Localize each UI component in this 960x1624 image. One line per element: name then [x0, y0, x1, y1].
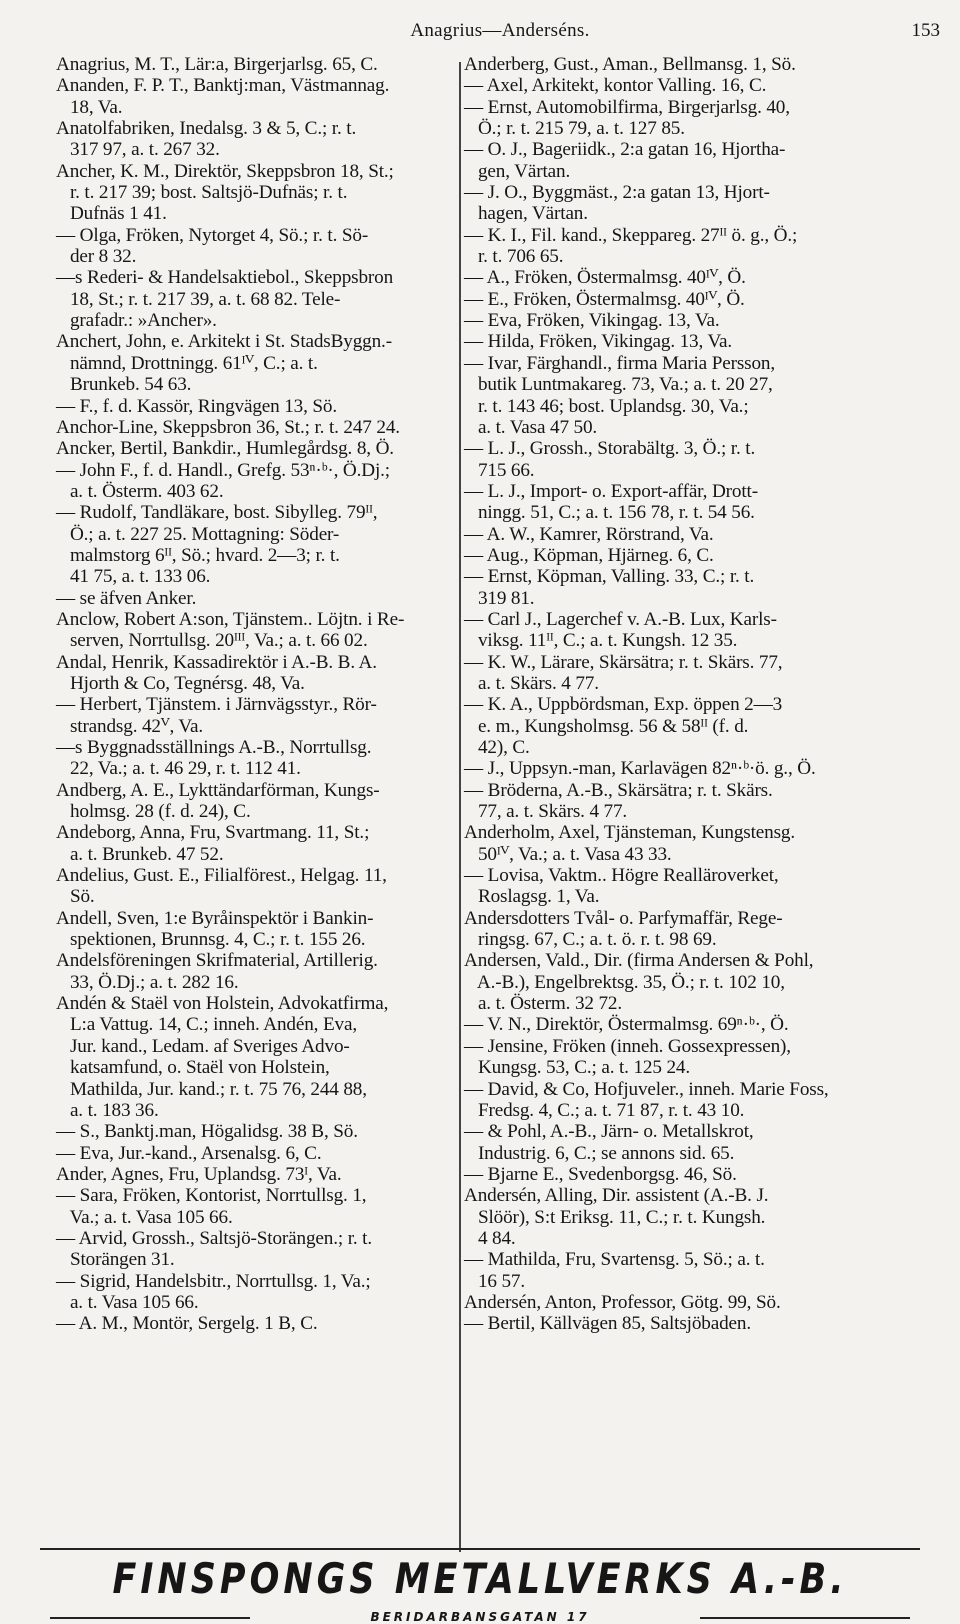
advertisement-banner: [40, 1548, 920, 1624]
right-entry-line: — L. J., Grossh., Storabältg. 3, Ö.; r. t.: [464, 438, 756, 460]
ad-address: BERIDARBANSGATAN 17: [370, 1610, 590, 1624]
left-entry-line: Dufnäs 1 41.: [56, 203, 167, 225]
left-entry-line: 18, St.; r. t. 217 39, a. t. 68 82. Tele-: [56, 288, 341, 310]
right-entry-line: — E., Fröken, Östermalmsg. 40ᴵⱽ, Ö.: [464, 288, 745, 310]
page-header: [60, 20, 940, 50]
ad-top-rule: [40, 1548, 920, 1550]
right-entry-line: — K. A., Uppbördsman, Exp. öppen 2—3: [464, 694, 783, 716]
left-entry-line: — se äfven Anker.: [56, 587, 197, 609]
right-entry-line: — Lovisa, Vaktm.. Högre Realläroverket,: [464, 865, 779, 887]
right-entry-line: — Axel, Arkitekt, kontor Valling. 16, C.: [464, 75, 767, 97]
left-entry-line: Anclow, Robert A:son, Tjänstem.. Löjtn. i Re-: [56, 608, 405, 630]
left-entry-line: 22, Va.; a. t. 46 29, r. t. 112 41.: [56, 758, 301, 780]
left-entry-line: Anchor-Line, Skeppsbron 36, St.; r. t. 247 24.: [56, 416, 400, 438]
left-entry-line: Andelsföreningen Skrifmaterial, Artillerig.: [56, 950, 378, 972]
right-entry-line: 16 57.: [464, 1270, 526, 1292]
left-entry-line: Jur. kand., Ledam. af Sveriges Advo-: [56, 1035, 350, 1057]
left-entry-line: Sö.: [56, 886, 95, 908]
right-entry-line: Fredsg. 4, C.; a. t. 71 87, r. t. 43 10.: [464, 1099, 745, 1121]
right-entry-line: a. t. Vasa 47 50.: [464, 416, 598, 438]
left-entry-line: Anchert, John, e. Arkitekt i St. StadsByggn.-: [56, 331, 392, 353]
left-entry-line: Ander, Agnes, Fru, Uplandsg. 73ᴵ, Va.: [56, 1163, 342, 1185]
left-entry-line: Andell, Sven, 1:e Byråinspektör i Bankin-: [56, 907, 374, 929]
left-entry-line: — Eva, Jur.-kand., Arsenalsg. 6, C.: [56, 1142, 322, 1164]
left-entry-line: a. t. 183 36.: [56, 1099, 159, 1121]
left-entry-line: 33, Ö.Dj.; a. t. 282 16.: [56, 971, 239, 993]
left-column: [56, 54, 454, 1335]
right-entry-line: — Bröderna, A.-B., Skärsätra; r. t. Skärs.: [464, 779, 773, 801]
left-entry-line: nämnd, Drottningg. 61ᴵⱽ, C.; a. t.: [56, 352, 318, 374]
right-entry-line: a. t. Skärs. 4 77.: [464, 672, 599, 694]
right-entry-line: hagen, Värtan.: [464, 203, 588, 225]
left-entry-line: — Arvid, Grossh., Saltsjö-Storängen.; r. t.: [56, 1227, 372, 1249]
right-entry-line: — Ivar, Färghandl., firma Maria Persson,: [464, 352, 775, 374]
right-entry-line: — Aug., Köpman, Hjärneg. 6, C.: [464, 544, 714, 566]
right-entry-line: Andersén, Alling, Dir. assistent (A.-B. J.: [464, 1185, 769, 1207]
right-entry-line: — A. W., Kamrer, Rörstrand, Va.: [464, 523, 714, 545]
left-entry-line: Mathilda, Jur. kand.; r. t. 75 76, 244 88,: [56, 1078, 367, 1100]
right-entry-line: gen, Värtan.: [464, 160, 571, 182]
right-entry-line: — Hilda, Fröken, Vikingag. 13, Va.: [464, 331, 733, 353]
right-entry-line: viksg. 11ᴵᴵ, C.; a. t. Kungsh. 12 35.: [464, 630, 738, 652]
right-entry-line: — K. W., Lärare, Skärsätra; r. t. Skärs. 77,: [464, 651, 783, 673]
right-column: [464, 54, 944, 1335]
left-entry-line: Brunkeb. 54 63.: [56, 374, 192, 396]
left-entry-line: der 8 32.: [56, 246, 137, 268]
right-entry-line: — Mathilda, Fru, Svartensg. 5, Sö.; a. t.: [464, 1249, 765, 1271]
right-entry-line: 319 81.: [464, 587, 535, 609]
left-entry-line: — Herbert, Tjänstem. i Järnvägsstyr., Rör-: [56, 694, 377, 716]
right-entry-line: ringsg. 67, C.; a. t. ö. r. t. 98 69.: [464, 929, 717, 951]
right-entry-line: — Ernst, Automobilfirma, Birgerjarlsg. 40,: [464, 96, 790, 118]
right-entry-line: — Bjarne E., Svedenborgsg. 46, Sö.: [464, 1163, 737, 1185]
left-entry-line: — S., Banktj.man, Högalidsg. 38 B, Sö.: [56, 1121, 358, 1143]
running-title: Anagrius—Anderséns.: [410, 20, 590, 41]
right-entry-line: Andersén, Anton, Professor, Götg. 99, Sö.: [464, 1291, 781, 1313]
right-entry-line: — J. O., Byggmäst., 2:a gatan 13, Hjort-: [464, 182, 770, 204]
right-entry-line: Anderberg, Gust., Aman., Bellmansg. 1, Sö.: [464, 54, 796, 75]
left-entry-line: serven, Norrtullsg. 20ᴵᴵᴵ, Va.; a. t. 66 02.: [56, 630, 368, 652]
left-entry-line: Va.; a. t. Vasa 105 66.: [56, 1206, 233, 1228]
right-entry-line: — Carl J., Lagerchef v. A.-B. Lux, Karls-: [464, 608, 777, 630]
left-entry-line: — F., f. d. Kassör, Ringvägen 13, Sö.: [56, 395, 338, 417]
right-entry-line: Anderholm, Axel, Tjänsteman, Kungstensg.: [464, 822, 795, 844]
left-entry-line: — Rudolf, Tandläkare, bost. Sibylleg. 79ᴵᴵ,: [56, 502, 378, 524]
left-entry-line: Hjorth & Co, Tegnérsg. 48, Va.: [56, 672, 305, 694]
left-entry-line: — A. M., Montör, Sergelg. 1 B, C.: [56, 1313, 318, 1335]
left-entry-line: Andeborg, Anna, Fru, Svartmang. 11, St.;: [56, 822, 370, 844]
left-entry-line: Andberg, A. E., Lykttändarförman, Kungs-: [56, 779, 380, 801]
right-entry-line: Andersdotters Tvål- o. Parfymaffär, Rege-: [464, 907, 783, 929]
ad-company-name: FINSPONGS METALLVERKS A.-B.: [112, 1556, 848, 1604]
right-entry-line: ningg. 51, C.; a. t. 156 78, r. t. 54 56.: [464, 502, 755, 524]
left-entry-line: 18, Va.: [56, 96, 123, 118]
left-entry-line: Andén & Staël von Holstein, Advokatfirma,: [56, 993, 389, 1015]
left-entry-line: Anatolfabriken, Inedalsg. 3 & 5, C.; r. t.: [56, 118, 357, 140]
right-entry-line: — David, & Co, Hofjuveler., inneh. Marie Foss,: [464, 1078, 829, 1100]
right-entry-line: a. t. Österm. 32 72.: [464, 993, 623, 1015]
right-entry-line: Industrig. 6, C.; se annons sid. 65.: [464, 1142, 735, 1164]
right-entry-line: e. m., Kungsholmsg. 56 & 58ᴵᴵ (f. d.: [464, 715, 749, 737]
left-entry-line: Ancker, Bertil, Bankdir., Humlegårdsg. 8, Ö.: [56, 438, 394, 460]
left-entry-line: — John F., f. d. Handl., Grefg. 53ⁿ·ᵇ·, Ö.Dj.;: [56, 459, 390, 481]
left-entry-line: Andelius, Gust. E., Filialförest., Helgag. 11,: [56, 865, 387, 887]
right-entry-line: Andersen, Vald., Dir. (firma Andersen & Pohl,: [464, 950, 814, 972]
left-entry-line: L:a Vattug. 14, C.; inneh. Andén, Eva,: [56, 1014, 357, 1036]
left-entry-line: 41 75, a. t. 133 06.: [56, 566, 211, 588]
left-entry-line: — Sigrid, Handelsbitr., Norrtullsg. 1, Va.;: [56, 1270, 371, 1292]
left-entry-line: — Olga, Fröken, Nytorget 4, Sö.; r. t. Sö-: [56, 224, 369, 246]
ad-rule-left: [50, 1617, 250, 1619]
left-entry-line: Ancher, K. M., Direktör, Skeppsbron 18, St.;: [56, 160, 394, 182]
page-number: 153: [911, 20, 940, 41]
right-entry-line: — L. J., Import- o. Export-affär, Drott-: [464, 480, 758, 502]
left-entry-line: Ananden, F. P. T., Banktj:man, Västmannag.: [56, 75, 390, 97]
right-entry-line: — Jensine, Fröken (inneh. Gossexpressen),: [464, 1035, 791, 1057]
right-entry-line: 4 84.: [464, 1227, 516, 1249]
left-entry-line: —s Rederi- & Handelsaktiebol., Skeppsbron: [56, 267, 394, 289]
right-entry-line: — A., Fröken, Östermalmsg. 40ᴵⱽ, Ö.: [464, 267, 746, 289]
right-entry-line: — Eva, Fröken, Vikingag. 13, Va.: [464, 310, 720, 332]
ad-rule-right: [700, 1617, 910, 1619]
left-entry-line: Anagrius, M. T., Lär:a, Birgerjarlsg. 65, C.: [56, 54, 378, 75]
left-entry-line: strandsg. 42ⱽ, Va.: [56, 715, 203, 737]
left-entry-line: a. t. Österm. 403 62.: [56, 480, 224, 502]
left-entry-line: malmstorg 6ᴵᴵ, Sö.; hvard. 2—3; r. t.: [56, 544, 340, 566]
right-entry-line: Roslagsg. 1, Va.: [464, 886, 600, 908]
left-entry-line: Andal, Henrik, Kassadirektör i A.-B. B. A.: [56, 651, 377, 673]
right-entry-line: A.-B.), Engelbrektsg. 35, Ö.; r. t. 102 10,: [464, 971, 785, 993]
left-entry-line: Ö.; a. t. 227 25. Mottagning: Söder-: [56, 523, 340, 545]
right-entry-line: Slöör), S:t Eriksg. 11, C.; r. t. Kungsh.: [464, 1206, 766, 1228]
right-entry-line: r. t. 143 46; bost. Uplandsg. 30, Va.;: [464, 395, 749, 417]
right-entry-line: — Ernst, Köpman, Valling. 33, C.; r. t.: [464, 566, 755, 588]
right-entry-line: — V. N., Direktör, Östermalmsg. 69ⁿ·ᵇ·, Ö.: [464, 1014, 789, 1036]
right-entry-line: 77, a. t. Skärs. 4 77.: [464, 801, 628, 823]
left-entry-line: Storängen 31.: [56, 1249, 175, 1271]
left-entry-line: spektionen, Brunnsg. 4, C.; r. t. 155 26.: [56, 929, 366, 951]
left-entry-line: —s Byggnadsställnings A.-B., Norrtullsg.: [56, 737, 372, 758]
right-entry-line: — & Pohl, A.-B., Järn- o. Metallskrot,: [464, 1121, 754, 1143]
right-entry-line: 715 66.: [464, 459, 535, 481]
left-entry-line: 317 97, a. t. 267 32.: [56, 139, 220, 161]
right-entry-line: — J., Uppsyn.-man, Karlavägen 82ⁿ·ᵇ·ö. g., Ö.: [464, 758, 816, 780]
left-entry-line: r. t. 217 39; bost. Saltsjö-Dufnäs; r. t.: [56, 182, 348, 204]
left-entry-line: — Sara, Fröken, Kontorist, Norrtullsg. 1,: [56, 1185, 367, 1207]
right-entry-line: 50ᴵⱽ, Va.; a. t. Vasa 43 33.: [464, 843, 672, 865]
right-entry-line: Ö.; r. t. 215 79, a. t. 127 85.: [464, 118, 685, 140]
left-entry-line: a. t. Brunkeb. 47 52.: [56, 843, 224, 865]
right-entry-line: — K. I., Fil. kand., Skeppareg. 27ᴵᴵ ö. g., Ö.;: [464, 224, 798, 246]
right-entry-line: butik Luntmakareg. 73, Va.; a. t. 20 27,: [464, 374, 773, 396]
right-entry-line: — Bertil, Källvägen 85, Saltsjöbaden.: [464, 1313, 752, 1335]
left-entry-line: grafadr.: »Ancher».: [56, 310, 217, 332]
left-entry-line: holmsg. 28 (f. d. 24), C.: [56, 801, 251, 823]
right-entry-line: 42), C.: [464, 737, 530, 758]
left-entry-line: a. t. Vasa 105 66.: [56, 1291, 199, 1313]
directory-columns: [56, 54, 946, 1552]
left-entry-line: katsamfund, o. Staël von Holstein,: [56, 1057, 330, 1079]
right-entry-line: — O. J., Bageriidk., 2:a gatan 16, Hjortha-: [464, 139, 786, 161]
right-entry-line: r. t. 706 65.: [464, 246, 564, 268]
right-entry-line: Kungsg. 53, C.; a. t. 125 24.: [464, 1057, 690, 1079]
